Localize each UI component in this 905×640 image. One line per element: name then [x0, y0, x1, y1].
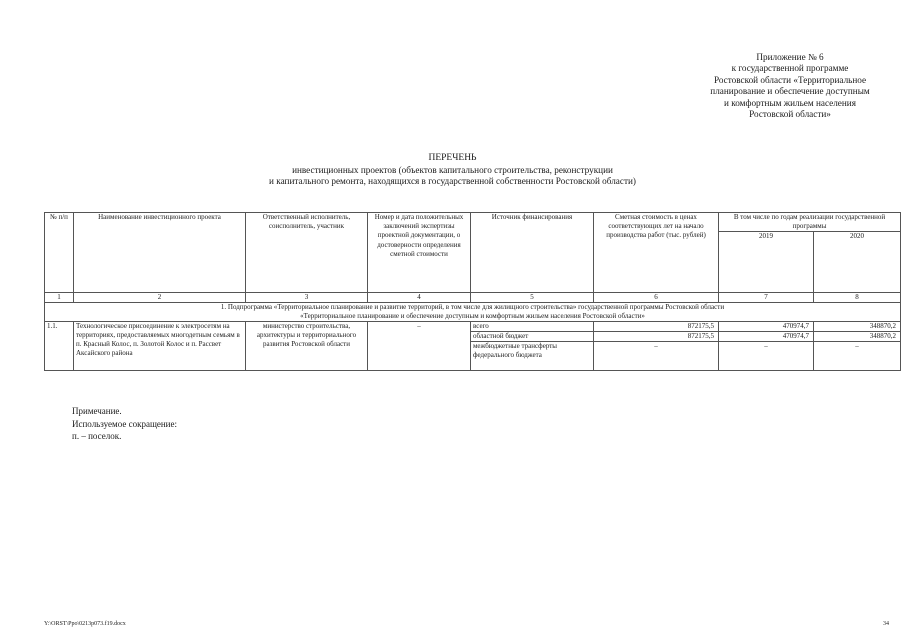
header-num: № п/п	[45, 213, 74, 293]
column-number: 5	[471, 293, 594, 303]
appendix-line: Приложение № 6	[756, 52, 824, 62]
document-title: ПЕРЕЧЕНЬ	[428, 153, 477, 163]
appendix-line: к государственной программе	[731, 63, 849, 74]
notes-block	[72, 405, 177, 443]
header-by-years: В том числе по годам реализации государственной программы	[719, 213, 901, 232]
column-number: 6	[594, 293, 719, 303]
column-number: 1	[45, 293, 74, 303]
year-2019-value: 470974,7	[719, 331, 814, 341]
appendix-block	[680, 52, 900, 120]
subtitle-line-2: и капитального ремонта, находящихся в государственной собственности Ростовской области)	[269, 176, 636, 187]
column-number: 4	[368, 293, 471, 303]
cost-value: 872175,5	[594, 331, 719, 341]
column-number: 8	[814, 293, 901, 303]
appendix-line: Ростовской области»	[749, 109, 831, 120]
year-2019-value: –	[719, 342, 814, 371]
year-2020-value: 348870,2	[814, 331, 901, 341]
subprogram-row	[45, 303, 901, 321]
funding-source: всего	[471, 321, 594, 331]
header-responsible: Ответственный исполнитель, соисполнитель, участник	[246, 213, 368, 293]
column-number: 3	[246, 293, 368, 303]
subprogram-line-1: 1. Подпрограмма «Территориальное планирование и развитие территорий, в том числе для жилищного строительства» государственной программы Ростовской области	[220, 303, 725, 312]
subprogram-title	[45, 303, 901, 321]
year-2020-value: 348870,2	[814, 321, 901, 331]
project-name: Технологическое присоединение к электросетям на территориях, предоставляемых многодетным семьям в п. Красный Колос, п. Золотой Колос и п. Рассвет Аксайского района	[74, 321, 246, 370]
note-abbrev-title: Используемое сокращение:	[72, 418, 177, 429]
cost-value: –	[594, 342, 719, 371]
subtitle-line-1: инвестиционных проектов (объектов капитального строительства, реконструкции	[292, 165, 613, 175]
year-2019-value: 470974,7	[719, 321, 814, 331]
note-heading: Примечание.	[72, 406, 122, 416]
header-year-2020: 2020	[814, 232, 901, 293]
appendix-line: и комфортным жильем населения	[724, 97, 856, 108]
appendix-line: планирование и обеспечение доступным	[710, 86, 870, 97]
column-number: 2	[74, 293, 246, 303]
year-2020-value: –	[814, 342, 901, 371]
funding-source: межбюджетные трансферты федерального бюджета	[471, 342, 594, 371]
subprogram-line-2: «Территориальное планирование и обеспечение доступным и комфортным жильем населения Ростовской области»	[300, 312, 645, 320]
table-row	[45, 321, 901, 331]
project-num: 1.1.	[45, 321, 74, 370]
column-numbers-row	[45, 293, 901, 303]
project-expertise: –	[368, 321, 471, 370]
project-responsible: министерство строительства, архитектуры и территориального развития Ростовской области	[246, 321, 368, 370]
footer-file-path: Y:\ORST\Ppo\0213p073.f19.docx	[44, 621, 126, 627]
column-number: 7	[719, 293, 814, 303]
document-subtitle	[0, 165, 905, 188]
appendix-line: Ростовской области «Территориальное	[713, 74, 867, 85]
header-project-name: Наименование инвестиционного проекта	[74, 213, 246, 293]
footer-page-number: 34	[883, 621, 889, 627]
header-year-2019: 2019	[719, 232, 814, 293]
header-expertise: Номер и дата положительных заключений экспертизы проектной документации, о достоверности определения сметной стоимости	[368, 213, 471, 293]
header-cost: Сметная стоимость в ценах соответствующих лет на начало производства работ (тыс. рублей)	[594, 213, 719, 293]
header-row	[45, 213, 901, 232]
note-abbrev-item: п. – поселок.	[72, 431, 122, 441]
cost-value: 872175,5	[594, 321, 719, 331]
investment-projects-table	[44, 212, 901, 371]
header-source: Источник финансирования	[471, 213, 594, 293]
funding-source: областной бюджет	[471, 331, 594, 341]
